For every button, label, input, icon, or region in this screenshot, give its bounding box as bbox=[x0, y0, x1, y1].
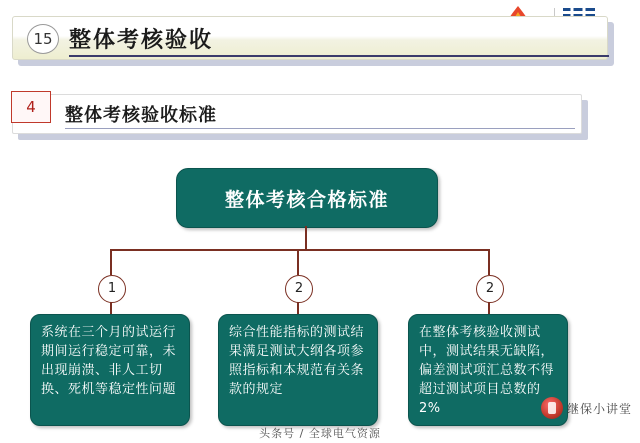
flow-root-node: 整体考核合格标准 bbox=[176, 168, 438, 228]
connector-branch-3-top bbox=[488, 249, 490, 275]
branch-marker-1: 1 bbox=[98, 275, 126, 303]
title-bar-primary bbox=[12, 16, 608, 60]
connector-branch-2-top bbox=[297, 249, 299, 275]
branch-marker-3: 2 bbox=[476, 275, 504, 303]
page-title: 整体考核验收 bbox=[69, 28, 214, 53]
watermark-right bbox=[541, 397, 632, 419]
connector-horizontal-bus bbox=[110, 249, 490, 251]
branch-box-3: 在整体考核验收测试中，测试结果无缺陷，偏差测试项汇总数不得超过测试项目总数的2% bbox=[408, 314, 568, 426]
subtitle-bar bbox=[12, 94, 582, 134]
branch-box-2: 综合性能指标的测试结果满足测试大纲各项参照指标和本规范有关条款的规定 bbox=[218, 314, 378, 426]
connector-branch-1-top bbox=[110, 249, 112, 275]
watermark-right-label: 继保小讲堂 bbox=[566, 401, 632, 416]
watermark-bottom-label: 头条号 / 全球电气资源 bbox=[259, 427, 381, 440]
subtitle-underline bbox=[65, 128, 575, 129]
branch-marker-2: 2 bbox=[285, 275, 313, 303]
connector-root-vertical bbox=[305, 226, 307, 250]
watermark-logo-icon bbox=[541, 397, 563, 419]
section-number-badge: 15 bbox=[27, 24, 59, 54]
title-underline bbox=[69, 55, 609, 57]
subtitle-text: 整体考核验收标准 bbox=[65, 105, 217, 126]
subsection-number-badge: 4 bbox=[11, 91, 51, 123]
branch-box-1: 系统在三个月的试运行期间运行稳定可靠，未出现崩溃、非人工切换、死机等稳定性问题 bbox=[30, 314, 190, 426]
